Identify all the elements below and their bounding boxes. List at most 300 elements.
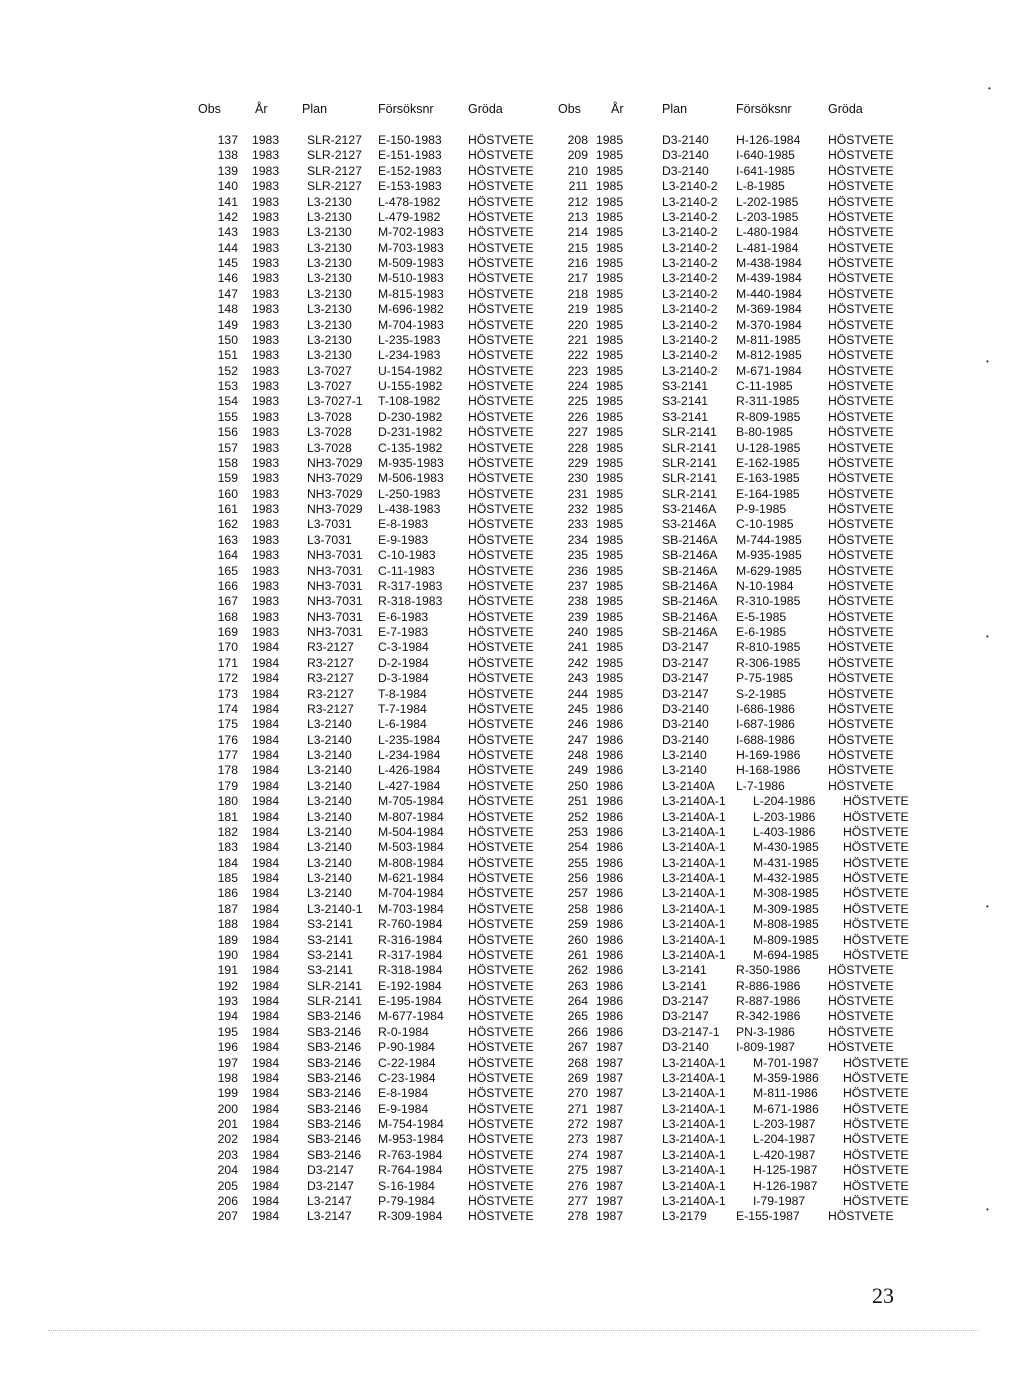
cell-year: 1986 bbox=[596, 871, 624, 885]
cell-trial-number: E-153-1983 bbox=[378, 179, 442, 194]
cell-obs: 157 bbox=[217, 440, 238, 455]
cell-plan: L3-2140-2 bbox=[662, 348, 718, 363]
cell-obs: 266 bbox=[567, 1024, 588, 1039]
cell-trial-number: M-754-1984 bbox=[378, 1117, 444, 1131]
cell-obs: 137 bbox=[217, 133, 238, 147]
cell-trial-number: M-694-1985 bbox=[753, 947, 819, 962]
cell-crop: HÖSTVETE bbox=[468, 317, 534, 332]
cell-obs: 196 bbox=[217, 1040, 238, 1055]
cell-plan: L3-7027 bbox=[307, 363, 352, 378]
cell-plan: SLR-2127 bbox=[307, 133, 362, 147]
cell-obs: 276 bbox=[567, 1178, 588, 1193]
cell-plan: D3-2140 bbox=[662, 1040, 709, 1055]
table-row bbox=[0, 733, 1024, 748]
cell-trial-number: L-250-1983 bbox=[378, 486, 441, 501]
cell-plan: NH3-7029 bbox=[307, 502, 363, 516]
table-row bbox=[0, 410, 1024, 425]
cell-crop: HÖSTVETE bbox=[468, 1086, 534, 1101]
cell-trial-number: R-310-1985 bbox=[736, 594, 801, 609]
cell-year: 1986 bbox=[596, 732, 624, 747]
cell-plan: D3-2140 bbox=[662, 732, 709, 747]
cell-trial-number: M-430-1985 bbox=[753, 840, 819, 855]
scan-speck: • bbox=[988, 84, 991, 93]
cell-trial-number: R-309-1984 bbox=[378, 1209, 443, 1224]
cell-plan: SB3-2146 bbox=[307, 1086, 362, 1101]
cell-crop: HÖSTVETE bbox=[843, 1147, 909, 1162]
cell-trial-number: E-164-1985 bbox=[736, 486, 800, 501]
cell-year: 1984 bbox=[252, 871, 280, 885]
cell-year: 1984 bbox=[252, 671, 280, 686]
cell-obs: 246 bbox=[567, 717, 588, 732]
cell-plan: S3-2141 bbox=[307, 932, 354, 947]
cell-obs: 192 bbox=[217, 978, 238, 993]
data-table bbox=[0, 133, 1024, 1225]
cell-obs: 215 bbox=[567, 240, 588, 255]
cell-crop: HÖSTVETE bbox=[468, 209, 534, 224]
cell-crop: HÖSTVETE bbox=[468, 517, 534, 532]
table-row bbox=[0, 1209, 1024, 1224]
cell-obs: 212 bbox=[567, 194, 588, 209]
cell-crop: HÖSTVETE bbox=[828, 286, 894, 301]
cell-plan: L3-2130 bbox=[307, 194, 352, 209]
cell-obs: 237 bbox=[567, 578, 588, 593]
cell-obs: 180 bbox=[217, 794, 238, 809]
cell-obs: 278 bbox=[567, 1209, 588, 1224]
cell-obs: 168 bbox=[217, 609, 238, 624]
cell-trial-number: M-369-1984 bbox=[736, 302, 802, 317]
cell-crop: HÖSTVETE bbox=[468, 609, 534, 624]
cell-year: 1983 bbox=[252, 363, 280, 378]
cell-trial-number: L-203-1987 bbox=[753, 1117, 816, 1131]
cell-year: 1985 bbox=[596, 625, 624, 639]
cell-trial-number: L-480-1984 bbox=[736, 225, 799, 240]
cell-obs: 160 bbox=[217, 486, 238, 501]
table-row bbox=[0, 794, 1024, 809]
cell-year: 1986 bbox=[596, 886, 624, 901]
cell-year: 1984 bbox=[252, 1070, 280, 1085]
cell-year: 1986 bbox=[596, 963, 624, 978]
table-row bbox=[0, 1025, 1024, 1040]
cell-trial-number: R-763-1984 bbox=[378, 1147, 443, 1162]
cell-trial-number: C-10-1983 bbox=[378, 548, 436, 563]
cell-plan: SB-2146A bbox=[662, 609, 718, 624]
cell-obs: 154 bbox=[217, 394, 238, 409]
cell-obs: 178 bbox=[217, 763, 238, 778]
cell-year: 1985 bbox=[596, 609, 624, 624]
cell-plan: L3-2140A-1 bbox=[662, 840, 726, 855]
cell-crop: HÖSTVETE bbox=[828, 1040, 894, 1055]
cell-year: 1983 bbox=[252, 425, 280, 440]
cell-obs: 213 bbox=[567, 209, 588, 224]
header-plan-right: Plan bbox=[662, 102, 688, 116]
cell-crop: HÖSTVETE bbox=[828, 256, 894, 270]
table-row bbox=[0, 625, 1024, 640]
cell-obs: 174 bbox=[217, 701, 238, 716]
cell-plan: SLR-2141 bbox=[662, 440, 717, 455]
table-row bbox=[0, 179, 1024, 194]
cell-year: 1985 bbox=[596, 671, 624, 686]
cell-plan: SLR-2141 bbox=[307, 978, 362, 993]
cell-obs: 218 bbox=[567, 286, 588, 301]
cell-trial-number: C-3-1984 bbox=[378, 640, 429, 655]
table-row bbox=[0, 1071, 1024, 1086]
cell-obs: 188 bbox=[217, 917, 238, 932]
table-row bbox=[0, 164, 1024, 179]
header-trial-number-right: Försöksnr bbox=[736, 102, 792, 116]
cell-crop: HÖSTVETE bbox=[828, 409, 894, 424]
scan-speck: • bbox=[986, 357, 989, 366]
cell-trial-number: E-5-1985 bbox=[736, 609, 787, 624]
cell-plan: L3-2179 bbox=[662, 1209, 707, 1224]
cell-crop: HÖSTVETE bbox=[468, 732, 534, 747]
cell-crop: HÖSTVETE bbox=[468, 455, 534, 470]
cell-year: 1985 bbox=[596, 425, 624, 440]
cell-crop: HÖSTVETE bbox=[468, 1147, 534, 1162]
cell-plan: SB3-2146 bbox=[307, 1132, 362, 1147]
cell-year: 1984 bbox=[252, 732, 280, 747]
cell-crop: HÖSTVETE bbox=[828, 748, 894, 762]
cell-trial-number: H-169-1986 bbox=[736, 748, 801, 762]
scan-speck: • bbox=[986, 902, 989, 911]
cell-trial-number: L-479-1982 bbox=[378, 209, 441, 224]
cell-obs: 254 bbox=[567, 840, 588, 855]
cell-trial-number: M-308-1985 bbox=[753, 886, 819, 901]
cell-obs: 166 bbox=[217, 578, 238, 593]
cell-plan: L3-2130 bbox=[307, 348, 352, 363]
cell-year: 1984 bbox=[252, 686, 280, 701]
table-row bbox=[0, 1179, 1024, 1194]
table-row bbox=[0, 917, 1024, 932]
cell-plan: R3-2127 bbox=[307, 640, 354, 655]
cell-crop: HÖSTVETE bbox=[468, 348, 534, 363]
cell-year: 1984 bbox=[252, 932, 280, 947]
cell-plan: R3-2127 bbox=[307, 701, 354, 716]
cell-plan: L3-2140A-1 bbox=[662, 809, 726, 824]
cell-obs: 201 bbox=[217, 1117, 238, 1131]
cell-trial-number: D-230-1982 bbox=[378, 409, 443, 424]
cell-year: 1984 bbox=[252, 778, 280, 793]
cell-plan: D3-2147 bbox=[307, 1178, 354, 1193]
cell-obs: 248 bbox=[567, 748, 588, 762]
cell-trial-number: M-440-1984 bbox=[736, 286, 802, 301]
cell-crop: HÖSTVETE bbox=[468, 1178, 534, 1193]
table-row bbox=[0, 1163, 1024, 1178]
cell-crop: HÖSTVETE bbox=[843, 901, 909, 916]
cell-year: 1983 bbox=[252, 440, 280, 455]
cell-trial-number: M-704-1983 bbox=[378, 317, 444, 332]
table-row bbox=[0, 364, 1024, 379]
cell-obs: 197 bbox=[217, 1055, 238, 1070]
cell-plan: L3-2140A-1 bbox=[662, 947, 726, 962]
cell-obs: 141 bbox=[217, 194, 238, 209]
table-row bbox=[0, 1102, 1024, 1117]
cell-obs: 146 bbox=[217, 271, 238, 286]
cell-year: 1985 bbox=[596, 502, 624, 516]
cell-year: 1984 bbox=[252, 1040, 280, 1055]
cell-plan: L3-2130 bbox=[307, 225, 352, 240]
cell-year: 1983 bbox=[252, 271, 280, 286]
table-row bbox=[0, 717, 1024, 732]
header-crop-right: Gröda bbox=[828, 102, 863, 116]
cell-obs: 245 bbox=[567, 701, 588, 716]
cell-crop: HÖSTVETE bbox=[828, 994, 894, 1008]
cell-year: 1984 bbox=[252, 1009, 280, 1024]
cell-plan: L3-2140A-1 bbox=[662, 932, 726, 947]
cell-year: 1983 bbox=[252, 532, 280, 547]
cell-year: 1985 bbox=[596, 548, 624, 563]
cell-trial-number: M-671-1986 bbox=[753, 1101, 819, 1116]
cell-trial-number: M-671-1984 bbox=[736, 363, 802, 378]
cell-trial-number: R-316-1984 bbox=[378, 932, 443, 947]
table-row bbox=[0, 287, 1024, 302]
cell-trial-number: R-317-1983 bbox=[378, 578, 443, 593]
cell-year: 1984 bbox=[252, 794, 280, 809]
cell-obs: 265 bbox=[567, 1009, 588, 1024]
cell-plan: R3-2127 bbox=[307, 671, 354, 686]
cell-plan: L3-2141 bbox=[662, 978, 707, 993]
cell-year: 1984 bbox=[252, 809, 280, 824]
cell-plan: S3-2141 bbox=[662, 409, 709, 424]
cell-trial-number: M-702-1983 bbox=[378, 225, 444, 240]
cell-crop: HÖSTVETE bbox=[468, 824, 534, 839]
cell-plan: L3-2140-1 bbox=[307, 901, 363, 916]
cell-obs: 251 bbox=[567, 794, 588, 809]
cell-year: 1987 bbox=[596, 1101, 624, 1116]
cell-crop: HÖSTVETE bbox=[843, 794, 909, 809]
cell-trial-number: M-935-1985 bbox=[736, 548, 802, 563]
cell-year: 1986 bbox=[596, 840, 624, 855]
cell-crop: HÖSTVETE bbox=[468, 363, 534, 378]
cell-year: 1984 bbox=[252, 1178, 280, 1193]
cell-plan: SB-2146A bbox=[662, 532, 718, 547]
cell-trial-number: R-318-1984 bbox=[378, 963, 443, 978]
cell-plan: SB-2146A bbox=[662, 563, 718, 578]
cell-trial-number: M-503-1984 bbox=[378, 840, 444, 855]
cell-obs: 177 bbox=[217, 748, 238, 762]
cell-year: 1983 bbox=[252, 209, 280, 224]
cell-year: 1985 bbox=[596, 256, 624, 270]
cell-plan: L3-2140 bbox=[307, 778, 352, 793]
cell-year: 1985 bbox=[596, 532, 624, 547]
cell-plan: SB3-2146 bbox=[307, 1070, 362, 1085]
cell-obs: 260 bbox=[567, 932, 588, 947]
cell-plan: S3-2141 bbox=[662, 379, 709, 393]
cell-plan: L3-2140A-1 bbox=[662, 794, 726, 809]
cell-plan: L3-2140A-1 bbox=[662, 1163, 726, 1178]
cell-trial-number: M-370-1984 bbox=[736, 317, 802, 332]
cell-crop: HÖSTVETE bbox=[828, 179, 894, 194]
cell-year: 1984 bbox=[252, 1147, 280, 1162]
cell-year: 1987 bbox=[596, 1070, 624, 1085]
cell-trial-number: U-128-1985 bbox=[736, 440, 801, 455]
cell-crop: HÖSTVETE bbox=[468, 640, 534, 655]
cell-year: 1984 bbox=[252, 840, 280, 855]
cell-obs: 268 bbox=[567, 1055, 588, 1070]
cell-trial-number: B-80-1985 bbox=[736, 425, 793, 440]
table-row bbox=[0, 994, 1024, 1009]
cell-trial-number: L-203-1985 bbox=[736, 209, 799, 224]
cell-year: 1985 bbox=[596, 332, 624, 347]
table-row bbox=[0, 948, 1024, 963]
cell-trial-number: E-8-1984 bbox=[378, 1086, 429, 1101]
cell-crop: HÖSTVETE bbox=[468, 748, 534, 762]
cell-trial-number: H-126-1984 bbox=[736, 133, 801, 147]
cell-plan: L3-2140 bbox=[662, 763, 707, 778]
cell-crop: HÖSTVETE bbox=[828, 671, 894, 686]
table-row bbox=[0, 394, 1024, 409]
cell-crop: HÖSTVETE bbox=[843, 1193, 909, 1208]
cell-plan: L3-2140A-1 bbox=[662, 1132, 726, 1147]
cell-plan: S3-2146A bbox=[662, 517, 717, 532]
cell-crop: HÖSTVETE bbox=[828, 240, 894, 255]
cell-obs: 226 bbox=[567, 409, 588, 424]
cell-year: 1987 bbox=[596, 1193, 624, 1208]
table-row bbox=[0, 825, 1024, 840]
table-row bbox=[0, 856, 1024, 871]
cell-trial-number: I-809-1987 bbox=[736, 1040, 795, 1055]
cell-obs: 159 bbox=[217, 471, 238, 486]
cell-crop: HÖSTVETE bbox=[843, 1070, 909, 1085]
cell-plan: L3-2140A-1 bbox=[662, 824, 726, 839]
cell-trial-number: C-23-1984 bbox=[378, 1070, 436, 1085]
cell-trial-number: M-811-1986 bbox=[753, 1086, 818, 1101]
cell-trial-number: E-7-1983 bbox=[378, 625, 429, 639]
cell-trial-number: L-234-1984 bbox=[378, 748, 441, 762]
cell-obs: 217 bbox=[567, 271, 588, 286]
cell-obs: 187 bbox=[217, 901, 238, 916]
cell-plan: L3-2140 bbox=[307, 732, 352, 747]
cell-obs: 205 bbox=[217, 1178, 238, 1193]
cell-plan: D3-2140 bbox=[662, 717, 709, 732]
table-row bbox=[0, 1009, 1024, 1024]
cell-obs: 148 bbox=[217, 302, 238, 317]
cell-crop: HÖSTVETE bbox=[828, 486, 894, 501]
cell-obs: 220 bbox=[567, 317, 588, 332]
cell-trial-number: L-204-1987 bbox=[753, 1132, 816, 1147]
cell-year: 1983 bbox=[252, 133, 280, 147]
table-row bbox=[0, 318, 1024, 333]
cell-plan: L3-2130 bbox=[307, 302, 352, 317]
cell-plan: L3-2140A bbox=[662, 778, 715, 793]
cell-trial-number: I-640-1985 bbox=[736, 148, 795, 163]
cell-trial-number: H-168-1986 bbox=[736, 763, 801, 778]
cell-year: 1987 bbox=[596, 1117, 624, 1131]
cell-obs: 225 bbox=[567, 394, 588, 409]
cell-obs: 250 bbox=[567, 778, 588, 793]
cell-year: 1985 bbox=[596, 179, 624, 194]
cell-crop: HÖSTVETE bbox=[843, 809, 909, 824]
cell-trial-number: I-687-1986 bbox=[736, 717, 795, 732]
cell-plan: L3-7027-1 bbox=[307, 394, 363, 409]
cell-plan: S3-2141 bbox=[307, 947, 354, 962]
cell-crop: HÖSTVETE bbox=[468, 409, 534, 424]
header-plan-left: Plan bbox=[302, 102, 328, 116]
cell-year: 1985 bbox=[596, 517, 624, 532]
table-row bbox=[0, 687, 1024, 702]
cell-plan: S3-2141 bbox=[307, 917, 354, 932]
cell-trial-number: R-760-1984 bbox=[378, 917, 443, 932]
cell-trial-number: R-317-1984 bbox=[378, 947, 443, 962]
table-row bbox=[0, 610, 1024, 625]
cell-obs: 233 bbox=[567, 517, 588, 532]
cell-trial-number: M-621-1984 bbox=[378, 871, 444, 885]
cell-year: 1986 bbox=[596, 717, 624, 732]
cell-crop: HÖSTVETE bbox=[468, 440, 534, 455]
cell-trial-number: E-9-1984 bbox=[378, 1101, 429, 1116]
page-number: 23 bbox=[872, 1283, 894, 1308]
cell-crop: HÖSTVETE bbox=[468, 840, 534, 855]
cell-plan: L3-2140A-1 bbox=[662, 1178, 726, 1193]
cell-obs: 207 bbox=[217, 1209, 238, 1224]
table-row bbox=[0, 933, 1024, 948]
cell-trial-number: S-16-1984 bbox=[378, 1178, 435, 1193]
cell-year: 1984 bbox=[252, 640, 280, 655]
cell-plan: L3-2140-2 bbox=[662, 332, 718, 347]
cell-plan: D3-2147 bbox=[662, 686, 709, 701]
table-row bbox=[0, 810, 1024, 825]
cell-trial-number: L-481-1984 bbox=[736, 240, 799, 255]
cell-crop: HÖSTVETE bbox=[468, 1132, 534, 1147]
cell-trial-number: L-438-1983 bbox=[378, 502, 441, 516]
cell-year: 1984 bbox=[252, 717, 280, 732]
cell-year: 1985 bbox=[596, 209, 624, 224]
cell-trial-number: R-809-1985 bbox=[736, 409, 801, 424]
cell-year: 1985 bbox=[596, 563, 624, 578]
cell-obs: 194 bbox=[217, 1009, 238, 1024]
cell-crop: HÖSTVETE bbox=[843, 1178, 909, 1193]
cell-plan: L3-2140 bbox=[307, 824, 352, 839]
cell-crop: HÖSTVETE bbox=[828, 609, 894, 624]
cell-crop: HÖSTVETE bbox=[468, 932, 534, 947]
table-row bbox=[0, 871, 1024, 886]
cell-obs: 274 bbox=[567, 1147, 588, 1162]
cell-plan: L3-2140A-1 bbox=[662, 1055, 726, 1070]
cell-crop: HÖSTVETE bbox=[468, 625, 534, 639]
cell-obs: 244 bbox=[567, 686, 588, 701]
cell-trial-number: R-342-1986 bbox=[736, 1009, 801, 1024]
cell-plan: L3-2140A-1 bbox=[662, 1086, 726, 1101]
cell-year: 1987 bbox=[596, 1209, 624, 1224]
cell-trial-number: R-306-1985 bbox=[736, 655, 801, 670]
cell-trial-number: M-812-1985 bbox=[736, 348, 802, 363]
cell-plan: NH3-7029 bbox=[307, 486, 363, 501]
cell-plan: L3-2140A-1 bbox=[662, 1147, 726, 1162]
cell-obs: 262 bbox=[567, 963, 588, 978]
cell-year: 1986 bbox=[596, 917, 624, 932]
cell-year: 1983 bbox=[252, 578, 280, 593]
cell-crop: HÖSTVETE bbox=[468, 225, 534, 240]
cell-obs: 155 bbox=[217, 409, 238, 424]
cell-trial-number: C-10-1985 bbox=[736, 517, 794, 532]
cell-plan: D3-2147 bbox=[662, 994, 709, 1008]
cell-crop: HÖSTVETE bbox=[468, 548, 534, 563]
cell-year: 1987 bbox=[596, 1055, 624, 1070]
cell-plan: L3-2130 bbox=[307, 271, 352, 286]
cell-year: 1986 bbox=[596, 932, 624, 947]
table-row bbox=[0, 564, 1024, 579]
cell-obs: 152 bbox=[217, 363, 238, 378]
cell-trial-number: E-195-1984 bbox=[378, 994, 442, 1008]
cell-year: 1986 bbox=[596, 794, 624, 809]
cell-year: 1987 bbox=[596, 1178, 624, 1193]
cell-obs: 182 bbox=[217, 824, 238, 839]
cell-obs: 263 bbox=[567, 978, 588, 993]
cell-obs: 144 bbox=[217, 240, 238, 255]
cell-obs: 222 bbox=[567, 348, 588, 363]
cell-obs: 272 bbox=[567, 1117, 588, 1131]
cell-year: 1985 bbox=[596, 655, 624, 670]
cell-year: 1983 bbox=[252, 594, 280, 609]
